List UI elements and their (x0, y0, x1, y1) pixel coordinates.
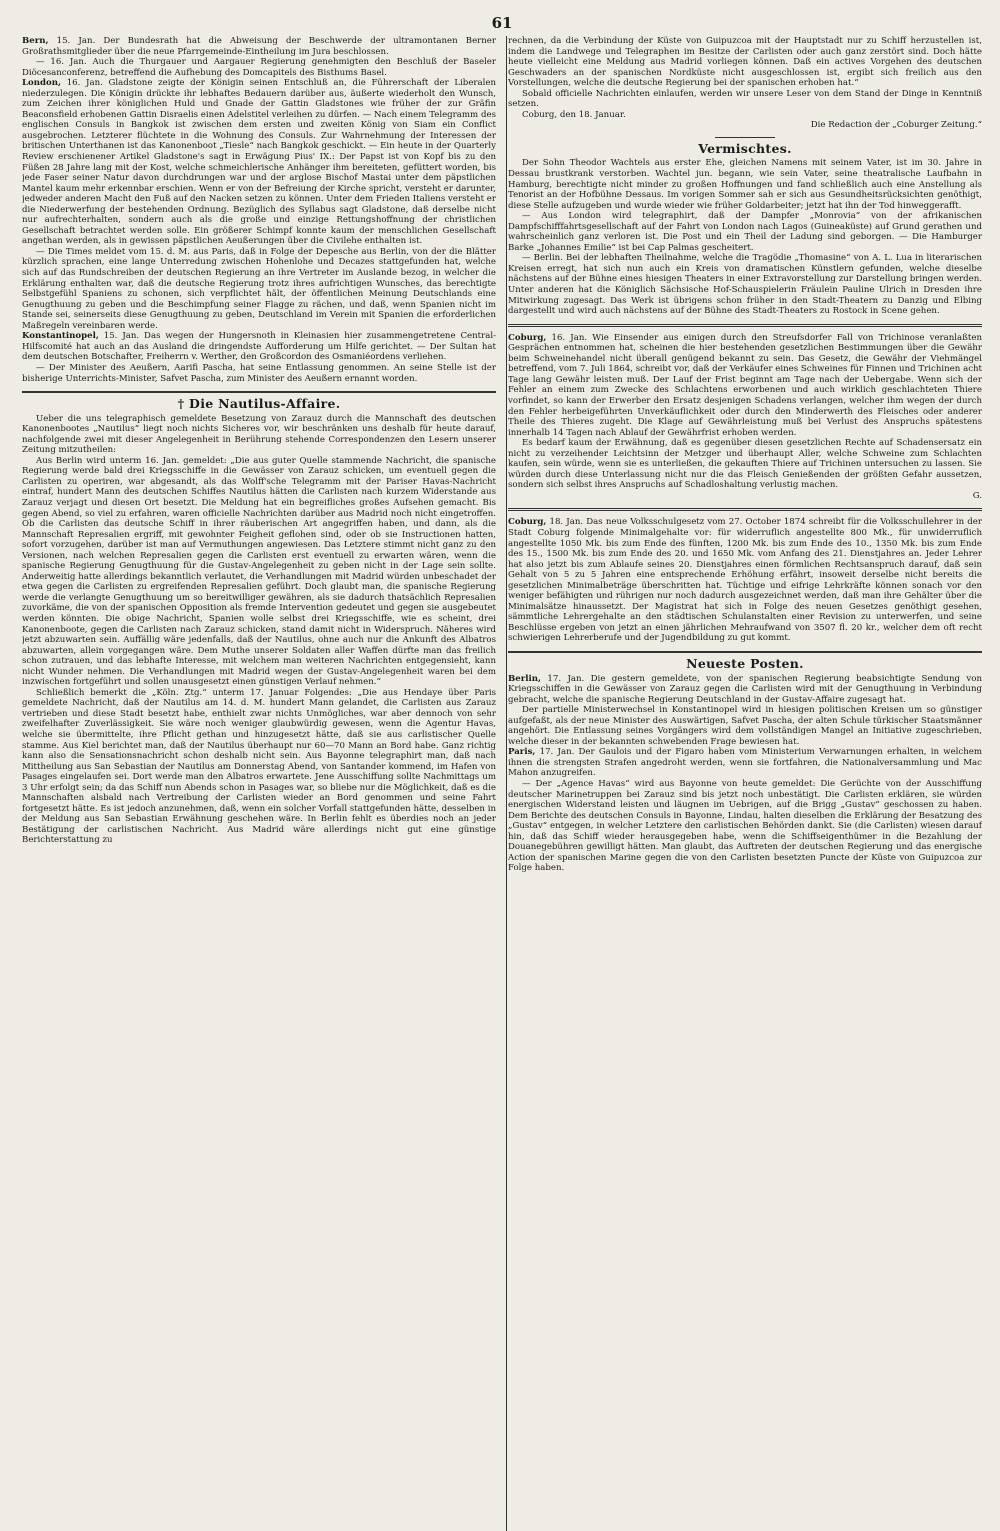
section-heading-neueste-posten: Neueste Posten. (686, 655, 804, 671)
nautilus-continuation: rechnen, da die Verbindung der Küste von Guipuzcoa mit der Hauptstadt nur zu Schiff herzustellen ist, indem die Landwege und Telegraphen im Besitze der Carlisten oder auch ganz zerstört sind. Doch hätte heute vielleicht eine Meldung aus Madrid vorliegen können. Daß ein actives Vorgehen des deutschen Geschwaders an der spanischen Nordküste nicht ausgeschlossen ist, ergibt sich freilich aus den Vorstellungen, welche die deutsche Regierung bei der spanischen erhoben hat.“ (508, 36, 982, 89)
place-date: Coburg, den 18. Januar. (522, 109, 626, 120)
article-text: 16. Jan. Gladstone zeigte der Königin seinen Entschluß an, die Führerschaft der Liberalen niederzulegen. Die Königin drückte ihr lebhaftes Bedauern darüber aus, äußerte wiederholt den Wunsch, zum Zeichen ihrer königlichen Huld und Gnade der Gattin Gladstones wie früher der zur Gräfin Beaconsfield erhobenen Gattin Disraelis einen Adelstitel verleihen zu dürfen. — Nach einem Telegramm des englischen Consuls in Bangkok ist zwischen dem ersten und zweiten König von Siam ein Conflict ausgebrochen. Letzterer flüchtete in die Wohnung des Consuls. Zur Wahrnehmung der Interessen der britischen Unterthanen ist das Kanonenboot „Tiesle“ nach Bangkok geschickt. — Ein heute in der Quarterly Review erschienener Artikel Gladstone's sagt in Erwägung Pius' IX.: Der Papst ist von Kopf bis zu den Füßen 28 Jahre lang mit der Kost, welche schmeichlerische Anhänger ihm bereiteten, gefüttert worden, bis jede Faser seiner Natur davon durchdrungen war und der arglose Bischof Mastai unter dem päpstlichen Mantel kaum mehr erkennbar erschien. Wenn er von der Befreiung der Kirche spricht, versteht er darunter, jedweder anderen Macht den Fuß auf den Nacken setzen zu können. Unter dem Frieden Italiens versteht er die Niederwerfung der bestehenden Ordnung. Bezüglich des Syllabus sagt Gladstone, daß derselbe nicht nur aufrechterhalten, sondern auch als die große und einzige Rettungshoffnung der christlichen Gesellschaft betrachtet werden solle. Ein größerer Schimpf konnte kaum der menschlichen Gesellschaft angethan werden, als in gewissen päpstlichen Aeußerungen über die Civilehe enthalten ist. (22, 78, 496, 247)
dateline: Paris, (508, 747, 536, 758)
columns (22, 36, 982, 1531)
editorial-signature: Die Redaction der „Coburger Zeitung.“ (810, 120, 982, 131)
section-separator (508, 651, 982, 653)
dateline: London, (22, 78, 62, 89)
section-separator (508, 324, 982, 327)
nautilus-paragraph: Schließlich bemerkt die „Köln. Ztg.“ unterm 17. Januar Folgendes: „Die aus Hendaye über Paris gemeldete Nachricht, daß der Nautilus am 14. d. M. hundert Mann gelandet, die Carlisten aus Zarauz vertrieben und diese Stadt besetzt habe, enthielt zwar nichts Unmögliches, war aber dennoch von sehr zweifelhafter Zuverlässigkeit. Sie wäre noch weniger glaubwürdig gewesen, wenn die Agentur Havas, welche sie übermittelte, ihre Pflicht gethan und hinzugesetzt hätte, daß sie aus carlistischer Quelle stamme. Aus Kiel berichtet man, daß der Nautilus überhaupt nur 60—70 Mann an Bord habe. Ganz richtig kann also die Sensationsnachricht schon deshalb nicht sein. Aus Bayonne telegraphirt man, daß nach Mittheilung aus San Sebastian der Nautilus am Donnerstag Abend, von Santander kommend, im Hafen von Pasages eingelaufen sei. Dort werde man den Albatros erwartete. Jene Ausschiffung sollte Nachmittags um 3 Uhr erfolgt sein; da das Schiff nun Abends schon in Pasages war, so bliebe nur die Möglichkeit, daß es die Mannschaften alsbald nach Vertreibung der Carlisten wieder an Bord genommen und seine Fahrt fortgesetzt hätte. Es ist jedoch anzunehmen, daß, wenn ein solcher Vorfall stattgefunden hätte, desselben in der Meldung aus San Sebastian Erwähnung geschehen wäre. In Berlin fehlt es überdies noch an jeder Bestätigung der carlistischen Nachricht. Aus Madrid wäre allerdings nicht gut eine günstige Berichterstattung zu (22, 687, 496, 846)
article-text: 17. Jan. Der Gaulois und der Figaro haben vom Ministerium Verwarnungen erhalten, in welchem ihnen die strengsten Strafen angedroht werden, wenn sie fortfahren, die Nationalversammlung und Mac Mahon anzugreifen. (508, 747, 982, 779)
dateline: Berlin, (508, 673, 542, 684)
article-coburg-trichinose (508, 333, 982, 438)
short-rule (715, 137, 775, 138)
section-heading-nautilus: † Die Nautilus-Affaire. (177, 396, 341, 412)
article-text: — Der Minister des Aeußern, Aarifi Pascha, hat seine Entlassung genommen. An seine Stelle ist der bisherige Unterrichts-Minister, Safvet Pascha, zum Minister des Aeußern ernannt worden. (22, 362, 496, 384)
article-text: 15. Jan. Das wegen der Hungersnoth in Kleinasien hier zusammengetretene Central-Hilfscomité hat auch an das Ausland die dringendste Aufforderung um Hilfe gerichtet. — Der Sultan hat dem deutschen Botschafter, Freiherrn v. Werther, den Großcordon des Osmaniéordens verliehen. (22, 331, 496, 363)
dateline: Coburg, (508, 517, 547, 528)
article-text: Der partielle Ministerwechsel in Konstantinopel wird in hiesigen politischen Kreisen um so günstiger aufgefaßt, als der neue Minister des Auswärtigen, Safvet Pascha, der alten Schule türkischer Staatsmänner angehört. Die Entlassung seines Vorgängers wird dem vollständigen Mangel an Initiative zugeschrieben, welche dieser in der bekannten schwebenden Frage bewiesen hat. (508, 705, 982, 747)
article-konstantinopel (22, 331, 496, 363)
page-number: 61 (491, 14, 513, 32)
article-coburg-schulgesetz (508, 517, 982, 644)
dateline: Coburg, (508, 332, 547, 343)
article-text: — Der „Agence Havas“ wird aus Bayonne von heute gemeldet: Die Gerüchte von der Ausschiffung deutscher Marinetruppen bei Zarauz sind bis jetzt noch unbestätigt. Die Carlisten erklären, sie würden energischen Widerstand leisten und läugnen im Uebrigen, auf die Brigg „Gustav“ geschossen zu haben. Dem Berichte des deutschen Consuls in Bayonne, Lindau, halten dieselben die Erklärung der Besatzung des „Gustav“ entgegen, in welcher Letztere den carlistischen Behörden dankt. Sie (die Carlisten) wiesen darauf hin, daß das Schiff wieder herausgegeben habe, wenn die Schiffseigenthümer in die Bezahlung der Douanegebühren gewilligt hätten. Man glaubt, das Auftreten der deutschen Regierung und das energische Action der spanischen Marine gegen die von den Carlisten besetzten Puncte der Küste von Guipuzcoa zur Folge haben. (508, 779, 982, 874)
nautilus-paragraph: Aus Berlin wird unterm 16. Jan. gemeldet: „Die aus guter Quelle stammende Nachricht, die spanische Regierung werde bald drei Kriegsschiffe in die Gewässer von Zarauz schicken, um eventuell gegen die Carlisten zu operiren, war abgesandt, als das Wolff'sche Telegramm mit der Pariser Havas-Nachricht eintraf, hundert Mann des deutschen Schiffes Nautilus hätten die Carlisten nach kurzem Widerstande aus Zarauz verjagt und diesen Ort besetzt. Die Meldung hat ein begreifliches großes Aufsehen gemacht. Bis gegen Abend, so viel zu erfahren, waren officielle Nachrichten darüber aus Madrid noch nicht eingetroffen. Ob die Carlisten das deutsche Schiff in ihrer räuberischen Art angegriffen haben, und dann, als die Mannschaft Represalien ergriff, mit gewohnter Feigheit geflohen sind, oder ob sie Instructionen hatten, sofort vorzugehen, darüber ist man auf Vermuthungen angewiesen. Das Letztere stimmt nicht ganz zu den Versionen, nach welchen Represalien gegen die Carlisten erst eventuell zu erwarten wären, wenn die spanische Regierung Genugthuung für die Gustav-Angelegenheit zu geben nicht in der Lage sein sollte. Anderweitig hatte allerdings bekanntlich verlautet, die Verhandlungen mit Madrid würden unbeschadet der etwa gegen die Carlisten zu ergreifenden Represalien geführt. Doch glaubt man, die spanische Regierung werde die verlangte Genugthuung um so bereitwilliger gewähren, als sie dadurch thatsächlich Represalien zuvorkäme, die von der spanischen Opposition als fremde Intervention gedeutet und gegen sie ausgebeutet werden könnten. Die obige Nachricht, Spanien wolle selbst drei Kriegsschiffe, wie es scheint, drei Kanonenboote, gegen die Carlisten nach Zarauz schicken, stand damit nicht in Widerspruch. Näheres wird jetzt abzuwarten sein. Auffällig wäre jedenfalls, daß der Nautilus, ohne auch nur die Ankunft des Albatros abzuwarten, allein vorgegangen wäre. Dem Muthe unserer Soldaten aller Waffen dürfte man das freilich schon zutrauen, und das lebhafte Interesse, mit welchem man weiteren Nachrichten entgegensieht, kann nicht Wunder nehmen. Die Verhandlungen mit Madrid wegen der Gustav-Angelegenheit waren bei dem inzwischen fortgeführt und sollen unausgesetzt einen günstigen Verlauf nehmen.“ (22, 455, 496, 688)
right-column (508, 36, 982, 1531)
article-bern-2 (22, 57, 496, 78)
column-rule (506, 36, 507, 1531)
article-times (22, 247, 496, 331)
author-initial: G. (972, 490, 982, 501)
article-text: 16. Jan. Wie Einsender aus einigen durch den Streufsdorfer Fall von Trichinose veranlaßten Gesprächen entnommen hat, scheinen die hier bestehenden gesetzlichen Bestimmungen über die Gewähr beim Schweinehandel nicht überall genügend bekannt zu sein. Das Gesetz, die Gewähr der Viehmängel betreffend, vom 7. Juli 1864, schreibt vor, daß der Verkäufer eines Schweines für Finnen und Trichinen acht Tage lang Gewähr leisten muß. Der Lauf der Frist beginnt am Tage nach der Uebergabe. Wenn sich der Fehler an einem zum Zwecke des Schlachtens erworbenen und auch wirklich geschlachteten Thiere vorfindet, so kann der Erwerber den Ersatz desjenigen Schadens verlangen, welcher ihm wegen der durch den Fehler herbeigeführten Unverkäuflichkeit oder durch den Minderwerth des Fleisches oder anderer Theile des Thieres zugeht. Die Klage auf Gewährleistung muß bei Verlust des Anspruchs spätestens innerhalb 14 Tagen nach Ablauf der Gewährfrist erhoben werden. (508, 332, 982, 438)
article-minister (22, 363, 496, 384)
left-column (22, 36, 496, 1531)
article-text: 15. Jan. Der Bundesrath hat die Abweisung der Beschwerde der ultramontanen Berner Großrathsmitglieder über die neue Pfarrgemeinde-Eintheilung im Jura beschlossen. (22, 36, 496, 57)
dateline: Konstantinopel, (22, 331, 99, 342)
section-heading-vermischtes: Vermischtes. (698, 140, 792, 156)
article-bern (22, 36, 496, 57)
article-berlin (508, 674, 982, 706)
article-paris (508, 747, 982, 779)
article-london (22, 78, 496, 247)
article-text: — Die Times meldet vom 15. d. M. aus Paris, daß in Folge der Depesche aus Berlin, von der die Blätter kürzlich sprachen, eine lange Unterredung zwischen Hohenlohe und Decazes stattgefunden hat, welche sich auf das Rundschreiben der deutschen Regierung an ihre Vertreter im Auslande bezog, in welcher die Erklärung enthalten war, daß die deutsche Regierung trotz ihres aufrichtigen Wunsches, das berechtigte Selbstgefühl Spaniens zu schonen, sich verpflichtet hält, der öffentlichen Meinung Deutschlands eine Genugthuung zu geben und die Beschimpfung seiner Flagge zu rächen, und daß, wenn Spanien nicht im Stande sei, seinerseits diese Genugthuung zu geben, Deutschland im Verein mit Spanien die erforderlichen Maßregeln vereinbaren werde. (22, 246, 496, 331)
article-agence-havas (508, 779, 982, 874)
article-text: — 16. Jan. Auch die Thurgauer und Aargauer Regierung genehmigten den Beschluß der Baseler Diöcesanconferenz, betreffend die Aufhebung des Domcapitels des Bisthums Basel. (22, 57, 496, 78)
article-ministerwechsel (508, 705, 982, 747)
vermischtes-paragraph: — Aus London wird telegraphirt, daß der Dampfer „Monrovia“ von der afrikanischen Dampfschifffahrtsgesellschaft auf der Fahrt von London nach Lagos (Guineaküste) auf Grund gerathen und wahrscheinlich ganz verloren ist. Die Post und ein Theil der Ladung sind geborgen. — Die Hamburger Barke „Johannes Emilie“ ist bei Cap Palmas gescheitert. (508, 211, 982, 253)
section-separator (508, 508, 982, 511)
vermischtes-paragraph: — Berlin. Bei der lebhaften Theilnahme, welche die Tragödie „Thomasine“ von A. L. Lua in literarischen Kreisen erregt, hat sich nun auch ein Kreis von dramatischen Künstlern gefunden, welche dieselbe nächstens auf der Bühne eines hiesigen Theaters in einer Extravorstellung zur Darstellung bringen werden. Unter anderen hat die Königlich Sächsische Hof-Schauspielerin Fräulein Pauline Ulrich in Dresden ihre Mitwirkung zugesagt. Das Werk ist übrigens schon früher in den Stadt-Theatern zu Danzig und Elbing dargestellt und wird auch nächstens auf der Bühne des Stadt-Theaters zu Rostock in Scene gehen. (508, 253, 982, 317)
article-text: 17. Jan. Die gestern gemeldete, von der spanischen Regierung beabsichtigte Sendung von Kriegsschiffen in die Gewässer von Zarauz gegen die Carlisten wird mit der Genugthuung in Verbindung gebracht, welche die spanische Regierung Deutschland in der Gustav-Affaire zugesagt hat. (508, 673, 982, 705)
dateline: Bern, (22, 36, 49, 46)
nautilus-paragraph: Ueber die uns telegraphisch gemeldete Besetzung von Zarauz durch die Mannschaft des deutschen Kanonenbootes „Nautilus“ liegt noch nichts Sicheres vor, wir beschränken uns deshalb für heute darauf, nachfolgende zwei mit dieser Angelegenheit in Berührung stehende Correspondenzen den Lesern unserer Zeitung mitzutheilen: (22, 413, 496, 456)
vermischtes-paragraph: Der Sohn Theodor Wachtels aus erster Ehe, gleichen Namens mit seinem Vater, ist im 30. Jahre in Dessau brustkrank verstorben. Wachtel jun. begann, wie sein Vater, seine theatralische Laufbahn in Hamburg, berechtigte nicht minder zu großen Hoffnungen und fand schließlich auch eine Anstellung als Tenorist an der Hofbühne Dessaus. Im vorigen Sommer sah er sich aus Gesundheitsrücksichten genöthigt, diese Stelle aufzugeben und wurde wieder wie früher Goldarbeiter; jetzt hat ihn der Tod hinweggerafft. (508, 158, 982, 211)
section-separator (22, 391, 496, 393)
editorial-notice: Sobald officielle Nachrichten einlaufen, werden wir unsere Leser von dem Stand der Dinge in Kenntniß setzen. (508, 88, 982, 110)
article-text: 18. Jan. Das neue Volksschulgesetz vom 27. October 1874 schreibt für die Volksschullehrer in der Stadt Coburg folgende Minimalgehalte vor: für widerruflich angestellte 800 Mk., für unwiderruflich angestellte 1050 Mk. bis zum Ende des fünften, 1200 Mk. bis zum Ende des 10., 1350 Mk. bis zum Ende des 15., 1500 Mk. bis zum Ende des 20. und 1650 Mk. vom Anfang des 21. Dienstjahres an. Jeder Lehrer hat also jetzt bis zum Ablaufe seines 20. Dienstjahres einen förmlichen Rechtsanspruch darauf, daß sein Gehalt von 5 zu 5 Jahren eine entsprechende Erhöhung erfährt, insoweit derselbe nicht bereits die gesetzlichen Minimalbeträge überschritten hat. Tüchtige und eifrige Lehrkräfte können sonach vor den weniger befähigten und rührigen nur noch dadurch ausgezeichnet werden, daß man ihre Gehälter über die Minimalsätze hinaussetzt. Der Magistrat hat sich in Folge des neuen Gesetzes genöthigt gesehen, sämmtliche Lehrergehalte an den städtischen Schulanstalten einer Revision zu unterwerfen, und seine Beschlüsse ergeben von jetzt an einen jährlichen Mehraufwand von 3507 fl. 20 kr., welcher dem oft recht schwierigen Lehrerberufe und der Jugendbildung zu gut kommt. (508, 517, 982, 644)
article-coburg-trichinose-2: Es bedarf kaum der Erwähnung, daß es gegenüber diesen gesetzlichen Rechte auf Schadensersatz ein nicht zu verzeihender Leichtsinn der Metzger und überhaupt Aller, welche Schweine zum Schlachten kaufen, sein würde, wenn sie es unterließen, die gekauften Thiere auf Trichinen untersuchen zu lassen. Sie würden durch diese Unterlassung nicht nur die das Fleisch Genießenden der größten Gefahr aussetzen, sondern sich selbst ihres Anspruchs auf Schadloshaltung verlustig machen. (508, 438, 982, 491)
